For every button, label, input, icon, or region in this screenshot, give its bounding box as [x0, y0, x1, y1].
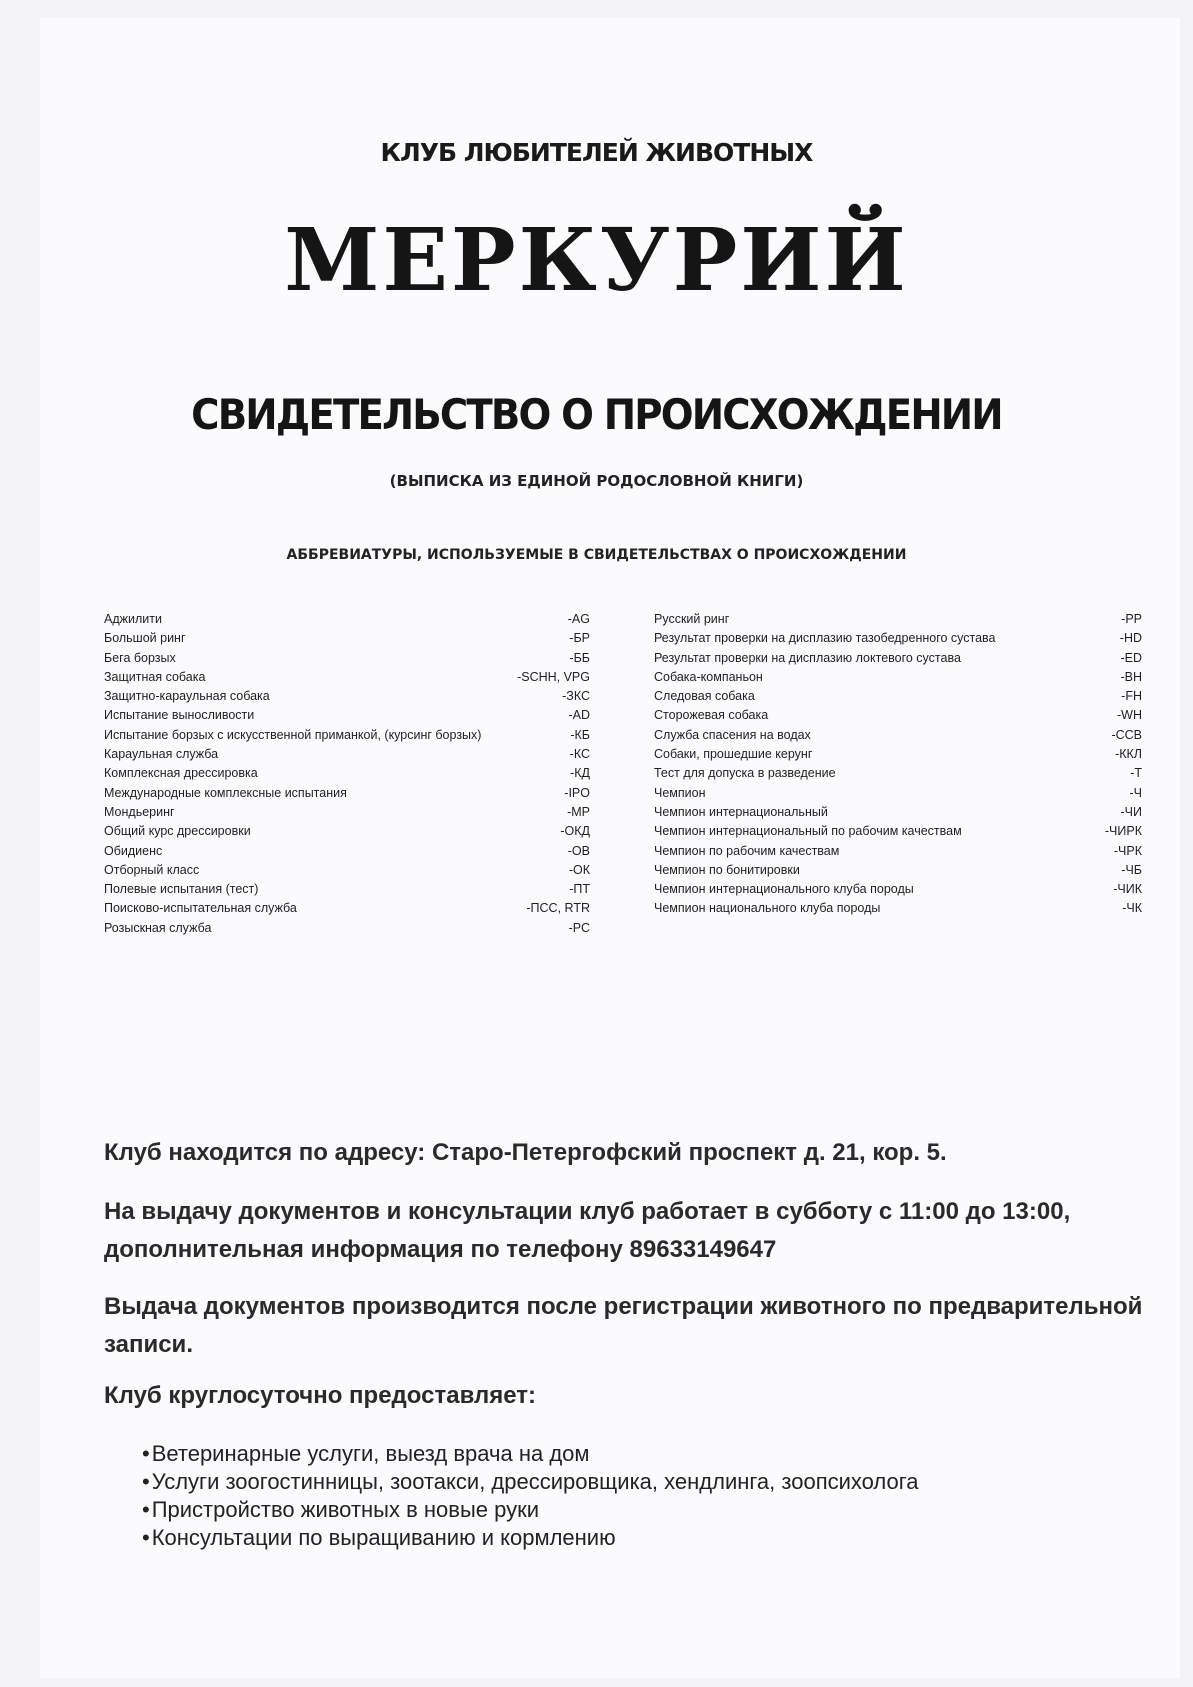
abbreviation-term: Розыскная служба: [104, 920, 212, 935]
abbreviation-row: [104, 610, 590, 629]
abbreviation-term: Результат проверки на дисплазию тазобедренного сустава: [654, 631, 996, 646]
abbreviation-code: -ПСС, RTR: [526, 901, 590, 916]
abbreviations-right-column: [654, 610, 1142, 919]
abbreviation-code: -ЗКС: [562, 689, 590, 704]
abbreviation-row: [654, 745, 1142, 764]
abbreviation-term: Аджилити: [104, 612, 162, 626]
abbreviation-row: [654, 764, 1142, 783]
abbreviation-row: [104, 649, 590, 668]
abbreviation-term: Испытание борзых с искусственной приманкой, (курсинг борзых): [104, 727, 482, 742]
abbreviation-term: Поисково-испытательная служба: [104, 901, 297, 916]
abbreviation-row: [654, 803, 1142, 822]
abbreviation-term: Караульная служба: [104, 747, 219, 762]
abbreviation-code: -ОВ: [567, 843, 590, 858]
abbreviation-term: Следовая собака: [654, 689, 755, 704]
abbreviation-row: [654, 899, 1142, 918]
abbreviation-term: Мондьеринг: [104, 804, 175, 819]
abbreviation-code: -ЧБ: [1121, 862, 1142, 877]
abbreviation-row: [654, 610, 1142, 629]
document-title: СВИДЕТЕЛЬСТВО О ПРОИСХОЖДЕНИИ: [191, 390, 1002, 439]
abbreviation-term: Сторожевая собака: [654, 708, 769, 723]
abbreviation-row: [654, 726, 1142, 745]
abbreviation-term: Защитная собака: [104, 669, 206, 684]
abbreviation-code: -Т: [1130, 766, 1142, 781]
abbreviation-row: [104, 880, 590, 899]
abbreviation-term: Большой ринг: [104, 631, 186, 646]
abbreviation-term: Отборный класс: [104, 862, 200, 877]
abbreviation-row: [104, 745, 590, 764]
abbreviation-term: Чемпион: [654, 785, 706, 800]
club-address: Клуб находится по адресу: Старо-Петергофский проспект д. 21, кор. 5.: [104, 1139, 947, 1166]
abbreviation-code: -Ч: [1129, 785, 1142, 800]
abbreviation-code: -ОК: [568, 862, 590, 877]
abbreviation-code: -WH: [1117, 708, 1142, 723]
abbreviation-row: [104, 919, 590, 938]
registration-note: Выдача документов производится после регистрации животного по предварительной записи.: [104, 1293, 1143, 1358]
abbreviation-term: Чемпион интернационального клуба породы: [654, 882, 914, 897]
abbreviation-code: -ВН: [1120, 669, 1142, 684]
abbreviation-term: Комплексная дрессировка: [104, 766, 258, 781]
abbreviation-row: [104, 706, 590, 725]
abbreviation-code: -AD: [568, 708, 590, 723]
abbreviation-row: [654, 649, 1142, 668]
abbreviation-row: [104, 899, 590, 918]
abbreviation-code: -FH: [1121, 689, 1142, 704]
abbreviation-term: Чемпион по бонитировки: [654, 862, 800, 877]
working-hours: На выдачу документов и консультации клуб работает в субботу с 11:00 до 13:00, дополнительная информация по телефону 89633149647: [104, 1198, 1071, 1263]
abbreviation-term: Чемпион интернациональный по рабочим качествам: [654, 824, 962, 839]
abbreviation-term: Обидиенс: [104, 843, 163, 858]
abbreviation-code: -ЧИ: [1120, 804, 1142, 819]
abbreviation-row: [104, 803, 590, 822]
abbreviation-row: [104, 861, 590, 880]
abbreviation-term: Защитно-караульная собака: [104, 689, 270, 704]
abbreviation-row: [654, 861, 1142, 880]
abbreviation-term: Результат проверки на дисплазию локтевого сустава: [654, 650, 961, 665]
abbreviation-term: Собаки, прошедшие керунг: [654, 747, 813, 762]
abbreviation-code: -IPO: [564, 785, 590, 800]
document-subtitle: (ВЫПИСКА ИЗ ЕДИНОЙ РОДОСЛОВНОЙ КНИГИ): [389, 472, 804, 490]
club-title: МЕРКУРИЙ: [284, 210, 909, 311]
abbreviation-term: Испытание выносливости: [104, 708, 255, 723]
abbreviation-row: [654, 629, 1142, 648]
abbreviation-code: -ССВ: [1111, 727, 1142, 742]
abbreviation-code: -ОКД: [560, 824, 590, 839]
service-item: • Ветеринарные услуги, выезд врача на дом: [142, 1440, 919, 1468]
abbreviation-term: Чемпион интернациональный: [654, 804, 828, 819]
abbreviation-code: -ЧИРК: [1104, 824, 1142, 839]
abbreviation-row: [654, 880, 1142, 899]
abbreviation-row: [104, 629, 590, 648]
service-item: • Услуги зоогостинницы, зоотакси, дрессировщика, хендлинга, зоопсихолога: [142, 1468, 919, 1496]
abbreviation-code: -КС: [569, 747, 590, 762]
abbreviation-row: [104, 822, 590, 841]
abbreviation-code: -SCHH, VPG: [517, 669, 590, 684]
abbreviation-term: Чемпион национального клуба породы: [654, 901, 881, 916]
service-item: • Пристройство животных в новые руки: [142, 1496, 919, 1524]
abbreviation-code: -РС: [568, 920, 590, 935]
abbreviation-term: Полевые испытания (тест): [104, 882, 259, 897]
abbreviation-code: -МР: [567, 804, 590, 819]
abbreviation-term: Тест для допуска в разведение: [654, 766, 836, 781]
abbreviation-code: -ККЛ: [1115, 747, 1142, 762]
abbreviation-row: [104, 687, 590, 706]
abbreviation-term: Собака-компаньон: [654, 669, 763, 684]
abbreviation-row: [654, 822, 1142, 841]
abbreviation-code: -ПТ: [569, 882, 590, 897]
abbreviation-term: Общий курс дрессировки: [104, 824, 251, 839]
abbreviation-code: -ED: [1120, 650, 1142, 665]
club-name: КЛУБ ЛЮБИТЕЛЕЙ ЖИВОТНЫХ: [380, 138, 813, 167]
abbreviation-row: [104, 726, 590, 745]
abbreviation-code: -AG: [567, 612, 590, 626]
abbreviations-heading: АББРЕВИАТУРЫ, ИСПОЛЬЗУЕМЫЕ В СВИДЕТЕЛЬСТВАХ О ПРОИСХОЖДЕНИИ: [286, 547, 907, 563]
abbreviation-row: [654, 687, 1142, 706]
abbreviation-code: -HD: [1119, 631, 1142, 646]
abbreviation-term: Служба спасения на водах: [654, 727, 811, 742]
abbreviation-row: [654, 706, 1142, 725]
abbreviation-code: -БР: [569, 631, 590, 646]
abbreviation-term: Международные комплексные испытания: [104, 785, 347, 800]
abbreviation-term: Русский ринг: [654, 612, 730, 626]
service-item: • Консультации по выращиванию и кормлению: [142, 1524, 919, 1552]
abbreviation-row: [104, 668, 590, 687]
abbreviation-code: -ЧК: [1122, 901, 1142, 916]
abbreviation-code: -ББ: [569, 650, 590, 665]
abbreviation-term: Чемпион по рабочим качествам: [654, 843, 840, 858]
abbreviation-term: Бега борзых: [104, 650, 176, 665]
abbreviation-code: -РР: [1121, 612, 1142, 626]
abbreviation-code: -КД: [570, 766, 590, 781]
abbreviation-row: [104, 784, 590, 803]
abbreviation-row: [654, 842, 1142, 861]
abbreviation-row: [104, 764, 590, 783]
services-list: [142, 1440, 919, 1552]
abbreviation-code: -ЧРК: [1113, 843, 1142, 858]
abbreviation-row: [654, 668, 1142, 687]
abbreviation-code: -КБ: [570, 727, 590, 742]
abbreviation-code: -ЧИК: [1113, 882, 1142, 897]
abbreviation-row: [654, 784, 1142, 803]
abbreviations-left-column: [104, 610, 590, 938]
services-heading: Клуб круглосуточно предоставляет:: [104, 1382, 537, 1409]
abbreviation-row: [104, 842, 590, 861]
